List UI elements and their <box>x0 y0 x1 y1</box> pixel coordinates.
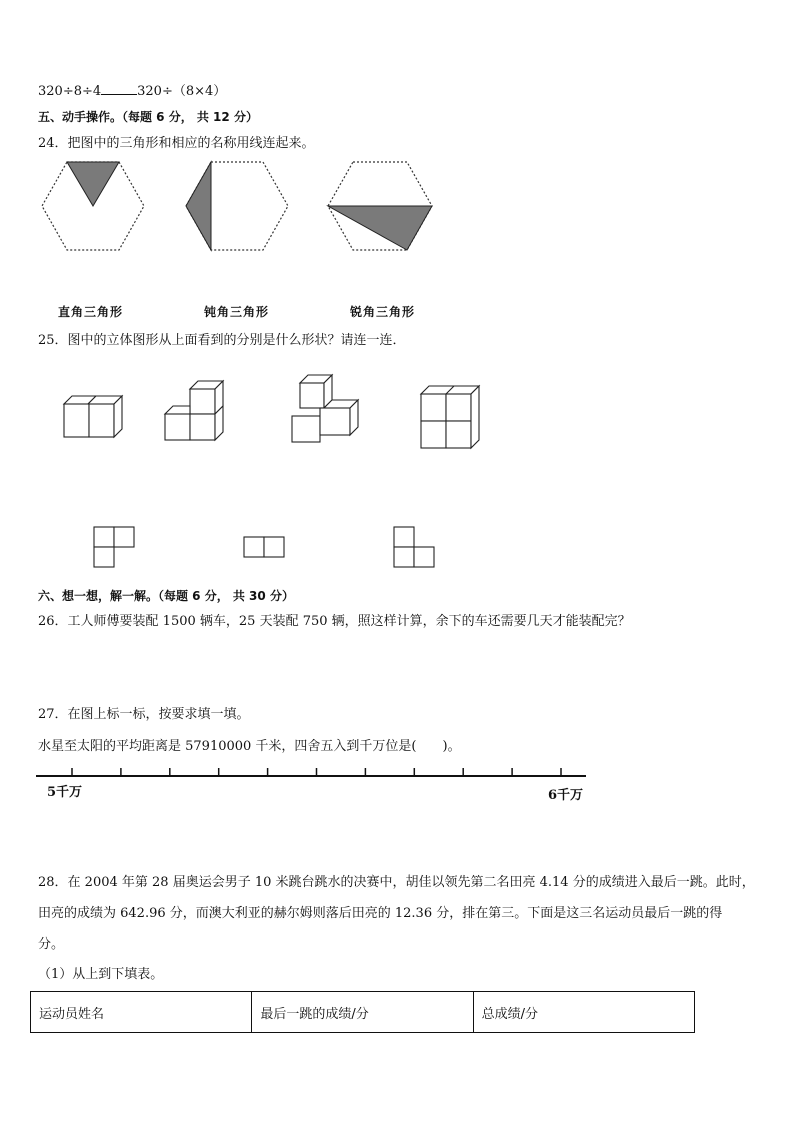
label-obtuse-triangle: 钝角三角形 <box>204 305 270 319</box>
q28-line-2: 田亮的成绩为 642.96 分，而澳大利亚的赫尔姆则落后田亮的 12.36 分，排在第三。下面是这三名运动员最后一跳的得 <box>38 906 723 921</box>
q28-sub: （1）从上到下填表。 <box>38 967 164 982</box>
q25-text: 25．图中的立体图形从上面看到的分别是什么形状？请连一连． <box>38 333 406 348</box>
hexagon-figure-2 <box>184 160 290 252</box>
solid-figure-2 <box>165 381 229 441</box>
solid-figure-3 <box>292 375 362 443</box>
number-line-end-label: 6千万 <box>548 788 584 803</box>
q26-text: 26．工人师傅要装配 1500 辆车，25 天装配 750 辆，照这样计算，余下的车还需要几天才能装配完？ <box>38 614 631 629</box>
number-line-start-label: 5千万 <box>47 785 83 800</box>
q27-sub: 水星至太阳的平均距离是 57910000 千米，四舍五入到千万位是( )。 <box>38 739 461 754</box>
table-row <box>31 992 695 1033</box>
section-5-title: 五、动手操作。（每题 6 分， 共 12 分） <box>38 110 258 124</box>
q24-text: 24．把图中的三角形和相应的名称用线连起来。 <box>38 136 315 151</box>
section-6-title: 六、想一想，解一解。（每题 6 分， 共 30 分） <box>38 589 294 603</box>
score-table <box>30 991 695 1033</box>
table-header-name: 运动员姓名 <box>31 992 252 1033</box>
hexagon-figure-3 <box>326 160 434 252</box>
compare-blank[interactable] <box>101 82 137 95</box>
compare-line <box>38 82 226 101</box>
hexagon-figure-1 <box>40 160 146 252</box>
top-view-3 <box>393 526 437 568</box>
table-header-total: 总成绩/分 <box>473 992 694 1033</box>
q28-line-1: 28．在 2004 年第 28 届奥运会男子 10 米跳台跳水的决赛中，胡佳以领先第二名田亮 4.14 分的成绩进入最后一跳。此时， <box>38 875 755 890</box>
top-view-2 <box>243 536 287 558</box>
label-acute-triangle: 锐角三角形 <box>350 305 416 319</box>
label-right-triangle: 直角三角形 <box>58 305 124 319</box>
q27-text: 27．在图上标一标，按要求填一填。 <box>38 707 250 722</box>
compare-left: 320÷8÷4 <box>38 84 102 99</box>
table-header-last-jump: 最后一跳的成绩/分 <box>252 992 473 1033</box>
number-line[interactable] <box>36 762 588 786</box>
q28-line-3: 分。 <box>38 937 65 952</box>
solid-figure-1 <box>64 396 128 438</box>
top-view-1 <box>93 526 137 568</box>
compare-right: 320÷（8×4） <box>137 84 227 99</box>
solid-figure-4 <box>421 386 483 450</box>
